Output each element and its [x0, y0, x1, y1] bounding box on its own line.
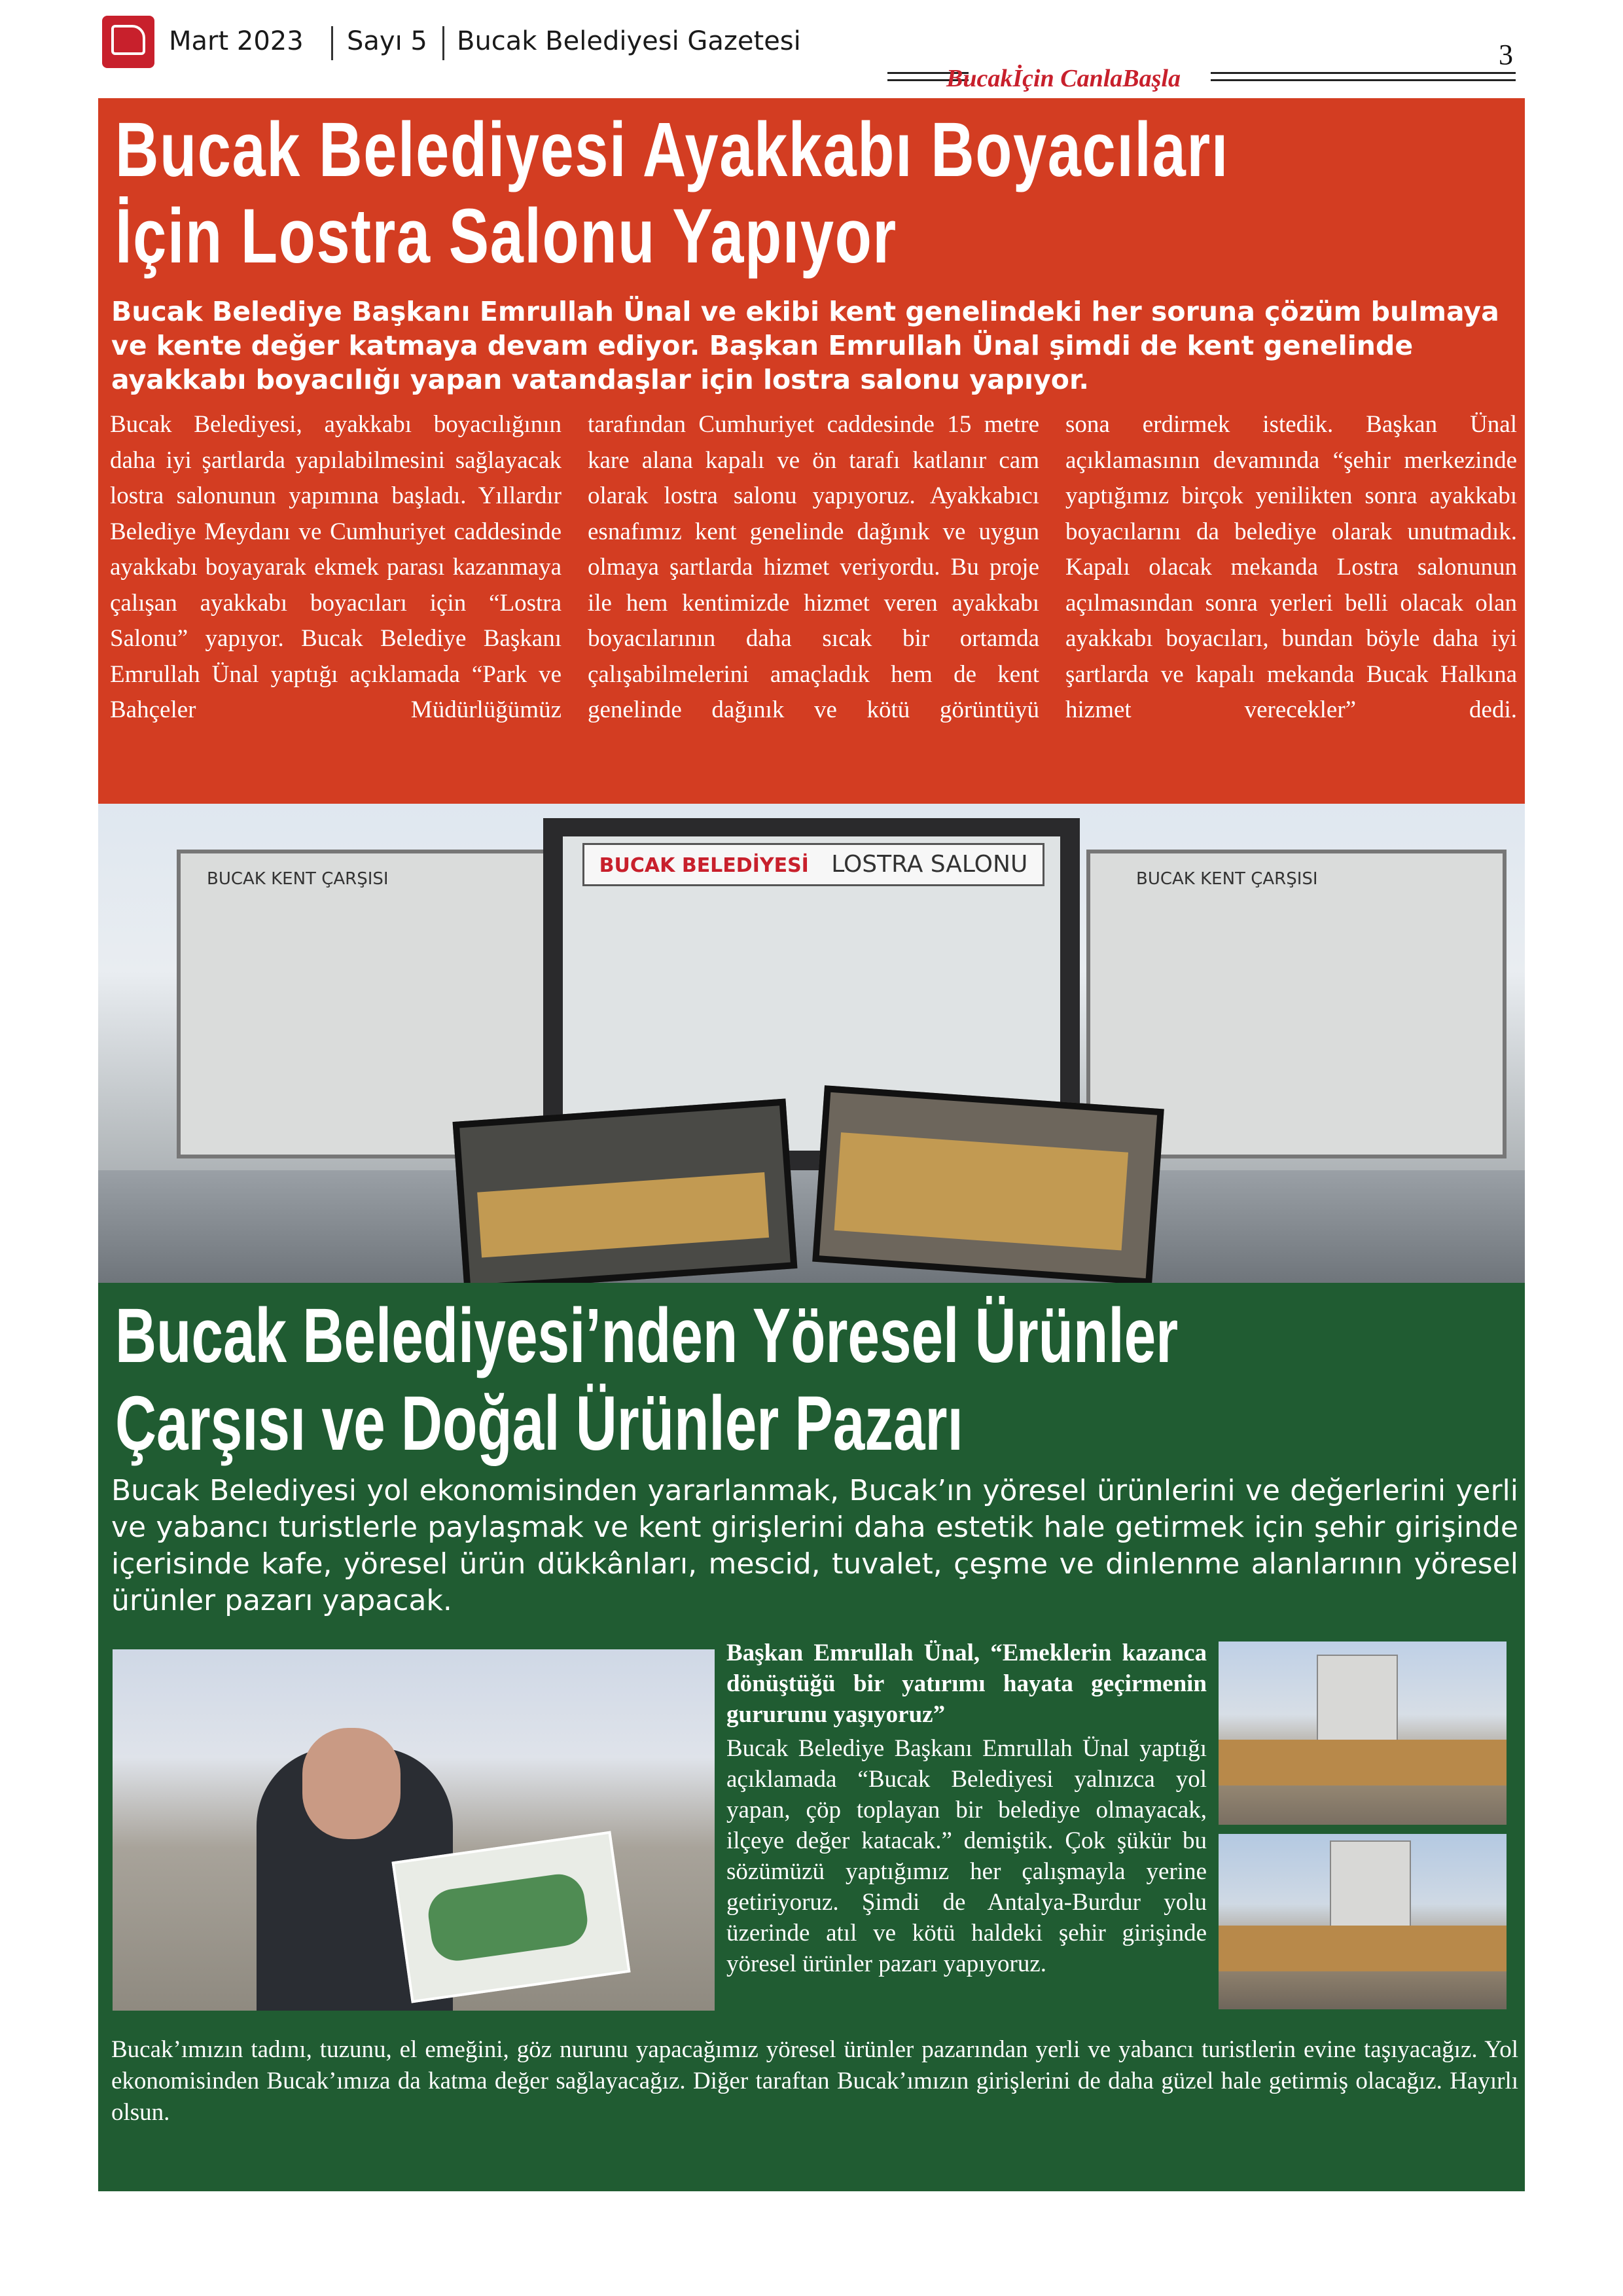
- market-kiosks: [1219, 1926, 1507, 1971]
- municipality-logo: [102, 16, 154, 68]
- plan-site: [425, 1871, 591, 1964]
- article-title-line1: Bucak Belediyesi’nden Yöresel Ürünler: [115, 1293, 1179, 1379]
- shed-structure: [477, 1172, 769, 1257]
- right-building-sign: BUCAK KENT ÇARŞISI: [1136, 869, 1318, 889]
- project-plan-board: [391, 1831, 630, 2003]
- logo-mark-icon: [111, 25, 145, 55]
- page-number: 3: [1499, 39, 1513, 71]
- shed-structure: [834, 1132, 1128, 1250]
- article-title-line1: Bucak Belediyesi Ayakkabı Boyacıları: [115, 107, 1229, 193]
- publication-name: Bucak Belediyesi Gazetesi: [457, 26, 801, 56]
- market-kiosks: [1219, 1740, 1507, 1785]
- issue-date: Mart 2023: [169, 26, 304, 56]
- mayor-head: [302, 1728, 401, 1839]
- mayor-with-plan-photo: [113, 1649, 715, 2011]
- lostra-salon-rendering: [98, 804, 1525, 1283]
- article-lead: Bucak Belediye Başkanı Emrullah Ünal ve ekibi kent genelindeki her soruna çözüm bulmaya ve kente değer katmaya devam ediyor. Başkan Emrullah Ünal şimdi de kent genelinde ayakkabı boyacılığı yapan vatandaşlar için lostra salonu yapıyor.: [111, 296, 1499, 395]
- article-columns: [110, 407, 1517, 800]
- plaza-floor: [98, 1170, 1525, 1283]
- slogan-rule-right: [1211, 72, 1516, 81]
- article-column-2: tarafından Cumhuriyet caddesinde 15 metre kare alana kapalı ve ön tarafı katlanır cam olarak lostra salonu yapıyoruz. Ayakkabıcı esnafımız kent genelinde dağınık ve uygun olmaya şartlarda hizmet veriyordu. Bu proje ile hem kentimizde hizmet veren ayakkabı boyacılarının daha sıcak bir ortamda çalışabilmelerini amaçladık hem de kent genelinde dağınık ve kötü görüntüyü: [588, 411, 1039, 723]
- sign-brand: BUCAK BELEDİYESİ: [599, 854, 809, 877]
- article-lostra: [98, 98, 1525, 804]
- slogan: Bucakİçin CanlaBaşla: [946, 65, 1181, 92]
- issue-number: Sayı 5: [347, 26, 427, 56]
- header-divider: [331, 26, 333, 60]
- quote-heading: Başkan Emrullah Ünal, “Emeklerin kazanca dönüştüğü bir yatırımı hayata geçirmenin gururunu yaşıyoruz”: [726, 1640, 1207, 1728]
- article-column-3: sona erdirmek istedik. Başkan Ünal açıklamasının devamında “şehir merkezinde yaptığımız birçok yenilikten sonra ayakkabı boyacılarını da belediye olarak unutmadık. Kapalı olacak mekanda Lostra salonunun açılmasından sonra yerleri belli olacak olan ayakkabı boyacıları, bundan böyle daha iyi şartlarda ve kapalı mekanda Bucak Halkına hizmet verecekler” dedi.: [1065, 411, 1517, 723]
- article-title-line2: Çarşısı ve Doğal Ürünler Pazarı: [115, 1380, 963, 1467]
- header-divider: [442, 26, 444, 60]
- article-yoresel-urunler: [98, 1283, 1525, 2191]
- article-title-line2: İçin Lostra Salonu Yapıyor: [115, 193, 897, 279]
- market-site-photo-1: [1219, 1641, 1507, 1825]
- left-building-sign: BUCAK KENT ÇARŞISI: [207, 869, 389, 889]
- lostra-salon-sign: [582, 843, 1044, 886]
- quote-body: Bucak Belediye Başkanı Emrullah Ünal yaptığı açıklamada “Bucak Belediyesi yalnızca yol yapan, çöp toplayan bir belediye olmayacak, ilçeye değer katacak.” demiştik. Çok şükür bu sözümüzü yaptığımız her çalışmayla yerine getiriyoruz. Şimdi de Antalya-Burdur yolu üzerinde atıl ve kötü haldeki şehir girişinde yöresel ürünler pazarı yapıyoruz.: [726, 1735, 1207, 1977]
- article-lead: Bucak Belediyesi yol ekonomisinden yararlanmak, Bucak’ın yöresel ürünlerini ve değerlerini yerli ve yabancı turistlerle paylaşmak ve kent girişlerini daha estetik hale getirmek için şehir girişinde içerisinde kafe, yöresel ürün dükkânları, mescid, tuvalet, çeşme ve dinlenme alanlarının yöresel ürünler pazarı yapacak.: [111, 1474, 1518, 1617]
- sign-text: LOSTRA SALONU: [831, 851, 1028, 878]
- construction-photo-2: [812, 1085, 1164, 1283]
- article-closing: Bucak’ımızın tadını, tuzunu, el emeğini, göz nurunu yapacağımız yöresel ürünler pazarından yerli ve yabancı turistlerin evine taşıyacağız. Yol ekonomisinden Bucak’ımıza da katma değer sağlayacağız. Diğer taraftan Bucak’ımızın girişlerini de daha güzel hale getirmiş olacağız. Hayırlı olsun.: [111, 2036, 1518, 2126]
- construction-photo-1: [453, 1099, 798, 1283]
- market-site-photo-2: [1219, 1834, 1507, 2009]
- article-column-1: Bucak Belediyesi, ayakkabı boyacılığının daha iyi şartlarda yapılabilmesini sağlayacak lostra salonunun yapımına başladı. Yıllardır Belediye Meydanı ve Cumhuriyet caddesinde ayakkabı boyayarak ekmek parası kazanmaya çalışan ayakkabı boyacıları için “Lostra Salonu” yapıyor. Bucak Belediye Başkanı Emrullah Ünal yaptığı açıklamada “Park ve Bahçeler Müdürlüğümüz: [110, 411, 562, 723]
